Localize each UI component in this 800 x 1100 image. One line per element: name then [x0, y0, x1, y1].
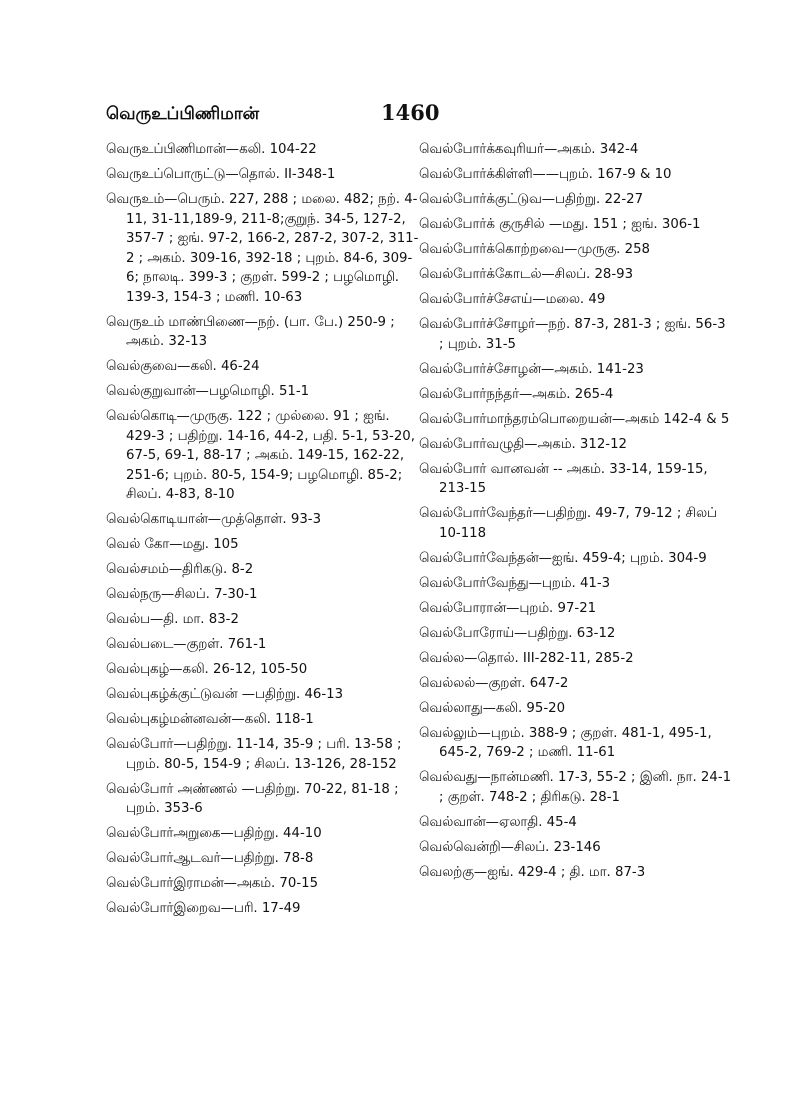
index-entry: வெல்போர்க் குருசில் —மது. 151 ; ஐங். 306-1: [419, 217, 701, 232]
index-entry: வெல்போர்இராமன்—அகம். 70-15: [106, 876, 319, 891]
index-entry: வெல்புகழ்—கலி. 26-12, 105-50: [106, 662, 308, 677]
index-entry: வெல்போர்க்கவுரியர்—அகம். 342-4: [419, 142, 639, 157]
index-entry: வெல்லல்—குறள். 647-2: [419, 675, 569, 691]
index-entry: வெல்போர்ச்சோழன்—அகம். 141-23: [419, 361, 644, 377]
index-entry: வெருஉப்பிணிமான்—கலி. 104-22: [106, 142, 317, 157]
index-entry: வெல்கொடியான்—முத்தொள். 93-3: [106, 512, 322, 527]
index-entry: வெல்புகழ்மன்னவன்—கலி. 118-1: [106, 712, 314, 727]
index-entry: வெல்போர்க்கிள்ளி——புறம். 167-9 & 10: [419, 167, 672, 182]
index-entry: வெல்வென்றி—சிலப். 23-146: [419, 839, 601, 855]
page-number: 1460: [381, 100, 440, 125]
index-entry: வெல்போர்நந்தர்—அகம். 265-4: [419, 386, 614, 402]
page-header: [106, 100, 706, 130]
index-entry: வெல்போர்க்கோடல்—சிலப். 28-93: [419, 267, 634, 282]
index-entry: வெல் கோ—மது. 105: [106, 537, 239, 552]
index-entry: வெல்குறுவான்—பழமொழி. 51-1: [106, 384, 310, 399]
index-entry: வெல்குவை—கலி. 46-24: [106, 359, 260, 374]
index-entry: வெல்போர்இறைவ—பரி. 17-49: [106, 901, 301, 916]
index-entry: வெல்போர்க்குட்டுவ—பதிற்று. 22-27: [419, 192, 644, 207]
index-entry: வெல்போரோய்—பதிற்று. 63-12: [419, 625, 616, 641]
index-entry: வெல்புகழ்க்குட்டுவன் —பதிற்று. 46-13: [106, 687, 344, 702]
running-head: வெருஉப்பிணிமான்: [106, 104, 260, 124]
index-entry: வெல்கொடி—முருகு. 122 ; முல்லை. 91 ; ஐங். 429-3 ; பதிற்று. 14-16, 44-2, பதி. 5-1, 53-20, 67-5, 69-1, 88-17 ; அகம். 149-15, 162-22, 251-6; புறம். 80-5, 154-9; பழமொழி. 85-2; சிலப். 4-83, 8-10: [106, 409, 415, 502]
index-entry: வெல்போர்க்கொற்றவை—முருகு. 258: [419, 242, 651, 257]
index-entry: வெல்வான்—ஏலாதி. 45-4: [419, 814, 577, 830]
index-entry: வெல்போர்வேந்தன்—ஐங். 459-4; புறம். 304-9: [419, 550, 707, 566]
index-entry: வெலற்கு—ஐங். 429-4 ; தி. மா. 87-3: [419, 864, 646, 880]
index-entry: வெல்போர்அறுகை—பதிற்று. 44-10: [106, 826, 322, 841]
index-entry: வெல்போர்ஆடவர்—பதிற்று. 78-8: [106, 851, 314, 866]
index-entry: வெல்போர் அண்ணல் —பதிற்று. 70-22, 81-18 ; புறம். 353-6: [106, 781, 399, 816]
index-entry: வெல்லாது—கலி. 95-20: [419, 700, 566, 716]
index-entry: வெல்போர்வேந்து—புறம். 41-3: [419, 575, 611, 591]
index-entry: வெல்ல—தொல். III-282-11, 285-2: [419, 650, 634, 666]
index-entry: வெருஉம் மாண்பிணை—நற். (பா. பே.) 250-9 ; அகம். 32-13: [106, 314, 395, 349]
index-entry: வெல்போர்ச்சேஎய்—மலை. 49: [419, 292, 606, 307]
index-entry: வெல்படை—குறள். 761-1: [106, 637, 267, 652]
index-entry: வெல்சமம்—திரிகடு. 8-2: [106, 562, 254, 577]
index-entry: வெருஉம்—பெரும். 227, 288 ; மலை. 482; நற். 4-11, 31-11,189-9, 211-8;குறுந். 34-5, 127-2, 357-7 ; ஐங். 97-2, 166-2, 287-2, 307-2, 311-2 ; அகம். 309-16, 392-18 ; புறம். 84-6, 309-6; நாலடி. 399-3 ; குறள். 599-2 ; பழமொழி. 139-3, 154-3 ; மணி. 10-63: [106, 192, 419, 305]
index-entry: வெல்ப—தி. மா. 83-2: [106, 612, 239, 627]
index-entry: வெல்லும்—புறம். 388-9 ; குறள். 481-1, 495-1, 645-2, 769-2 ; மணி. 11-61: [419, 725, 712, 760]
index-entry: வெல்வது—நான்மணி. 17-3, 55-2 ; இனி. நா. 24-1 ; குறள். 748-2 ; திரிகடு. 28-1: [419, 770, 732, 805]
index-entry: வெல்போர்வேந்தர்—பதிற்று. 49-7, 79-12 ; சிலப் 10-118: [419, 506, 717, 541]
index-entry: வெல்போர்—பதிற்று. 11-14, 35-9 ; பரி. 13-58 ; புறம். 80-5, 154-9 ; சிலப். 13-126, 28-152: [106, 737, 402, 772]
index-entry: வெல்போர் வானவன் -- அகம். 33-14, 159-15, 213-15: [419, 461, 708, 496]
index-entry: வெல்போர்வழுதி—அகம். 312-12: [419, 436, 627, 452]
index-entry: வெல்போர்மாந்தரம்பொறையன்—அகம் 142-4 & 5: [419, 411, 730, 427]
left-column: [106, 140, 421, 924]
index-entry: வெல்போர்ச்சோழர்—நற். 87-3, 281-3 ; ஐங். 56-3 ; புறம். 31-5: [419, 317, 726, 352]
index-entry: வெல்போரான்—புறம். 97-21: [419, 600, 597, 616]
index-entry: வெருஉப்பொருட்டு—தொல். II-348-1: [106, 167, 336, 182]
right-column: [419, 140, 734, 888]
index-entry: வெல்நரு—சிலப். 7-30-1: [106, 587, 258, 602]
